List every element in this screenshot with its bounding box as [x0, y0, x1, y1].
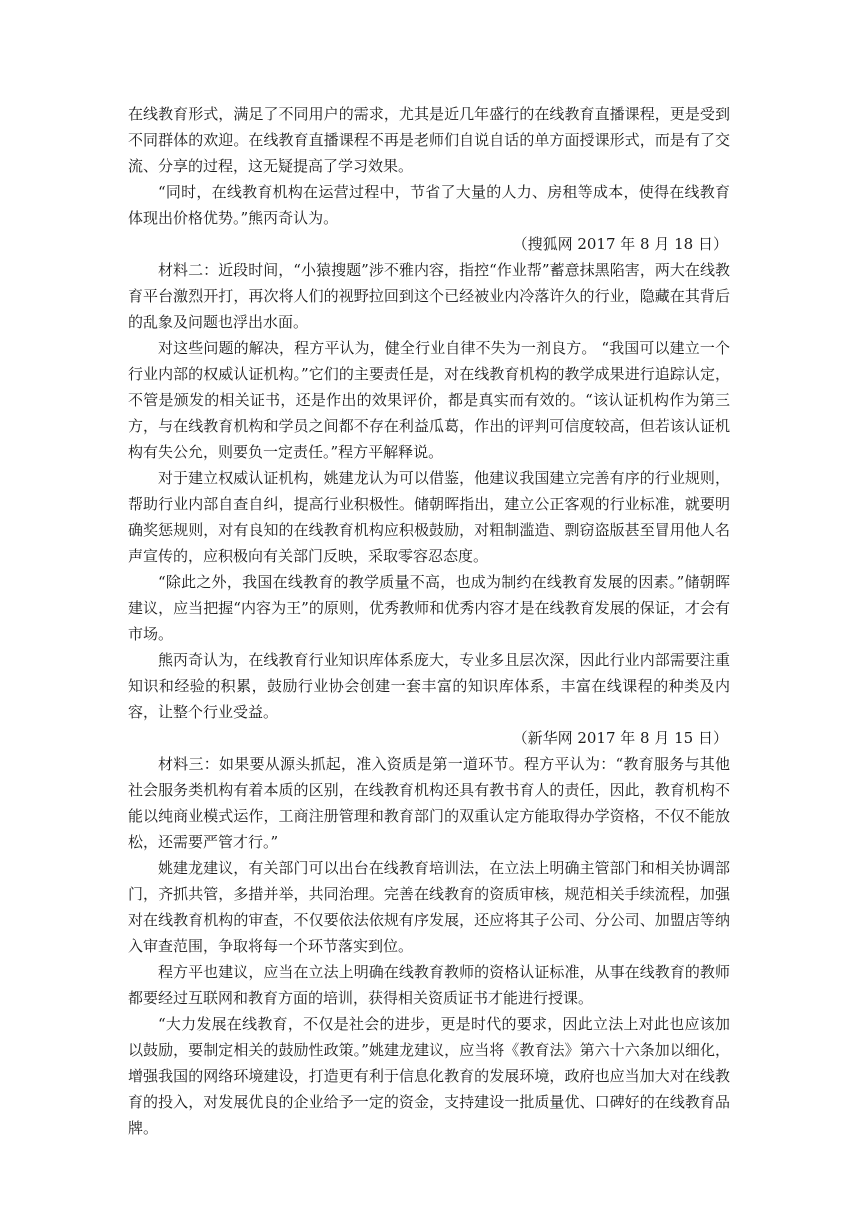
source-citation-xinhua: （新华网 2017 年 8 月 15 日）	[512, 729, 728, 747]
paragraph-material-three: 材料三：如果要从源头抓起，准入资质是第一道环节。程方平认为：“教育服务与其他社会服务类机构有着本质的区别，在线教育机构还具有教书育人的责任，因此，教育机构不能以纯商业模式运作，工商注册管理和教育部门的双重认定方能取得办学资格，不仅不能放松，还需要严管才行。”	[128, 755, 730, 851]
paragraph-training-law: 姚建龙建议，有关部门可以出台在线教育培训法，在立法上明确主管部门和相关协调部门，齐抓共管，多措并举，共同治理。完善在线教育的资质审核，规范相关手续流程，加强对在线教育机构的审查，不仅要依法依规有序发展，还应将其子公司、分公司、加盟店等纳入审查范围，争取将每一个环节落实到位。	[128, 859, 730, 955]
paragraph-teaching-quality: “除此之外，我国在线教育的教学质量不高，也成为制约在线教育发展的因素。”储朝晖建议，应当把握“内容为王”的原则，优秀教师和优秀内容才是在线教育发展的保证，才会有市场。	[128, 573, 730, 643]
paragraph-xiong-quote: “同时，在线教育机构在运营过程中，节省了大量的人力、房租等成本，使得在线教育体现出价格优势。”熊丙奇认为。	[128, 183, 730, 227]
source-citation-sohu: （搜狐网 2017 年 8 月 18 日）	[512, 235, 728, 253]
paragraph-knowledge-base: 熊丙奇认为，在线教育行业知识库体系庞大，专业多且层次深，因此行业内部需要注重知识和经验的积累，鼓励行业协会创建一套丰富的知识库体系，丰富在线课程的种类及内容，让整个行业受益。	[128, 651, 730, 721]
paragraph-continuation: 在线教育形式，满足了不同用户的需求，尤其是近几年盛行的在线教育直播课程，更是受到不同群体的欢迎。在线教育直播课程不再是老师们自说自话的单方面授课形式，而是有了交流、分享的过程，这无疑提高了学习效果。	[128, 105, 730, 175]
document-body	[128, 101, 730, 1141]
paragraph-encourage-policy: “大力发展在线教育，不仅是社会的进步，更是时代的要求，因此立法上对此也应该加以鼓励，要制定相关的鼓励性政策。”姚建龙建议，应当将《教育法》第六十六条加以细化，增强我国的网络环境建设，打造更有利于信息化教育的发展环境，政府也应当加大对在线教育的投入，对发展优良的企业给予一定的资金，支持建设一批质量优、口碑好的在线教育品牌。	[128, 1015, 730, 1137]
paragraph-certification: 对于建立权威认证机构，姚建龙认为可以借鉴，他建议我国建立完善有序的行业规则，帮助行业内部自查自纠，提高行业积极性。储朝晖指出，建立公正客观的行业标准，就要明确奖惩规则，对有良知的在线教育机构应积极鼓励，对粗制滥造、剽窃盗版甚至冒用他人名声宣传的，应积极向有关部门反映，采取零容忍态度。	[128, 469, 730, 565]
paragraph-teacher-qualification: 程方平也建议，应当在立法上明确在线教育教师的资格认证标准，从事在线教育的教师都要经过互联网和教育方面的培训，获得相关资质证书才能进行授课。	[128, 963, 730, 1007]
paragraph-material-two: 材料二：近段时间，“小猿搜题”涉不雅内容，指控“作业帮”蓄意抹黑陷害，两大在线教育平台激烈开打，再次将人们的视野拉回到这个已经被业内冷落许久的行业，隐藏在其背后的乱象及问题也浮出水面。	[128, 261, 730, 331]
paragraph-self-regulation: 对这些问题的解决，程方平认为，健全行业自律不失为一剂良方。 “我国可以建立一个行业内部的权威认证机构。”它们的主要责任是，对在线教育机构的教学成果进行追踪认定，不管是颁发的相关证书，还是作出的效果评价，都是真实而有效的。“该认证机构作为第三方，与在线教育机构和学员之间都不存在利益瓜葛，作出的评判可信度较高，但若该认证机构有失公允，则要负一定责任。”程方平解释说。	[128, 339, 730, 461]
